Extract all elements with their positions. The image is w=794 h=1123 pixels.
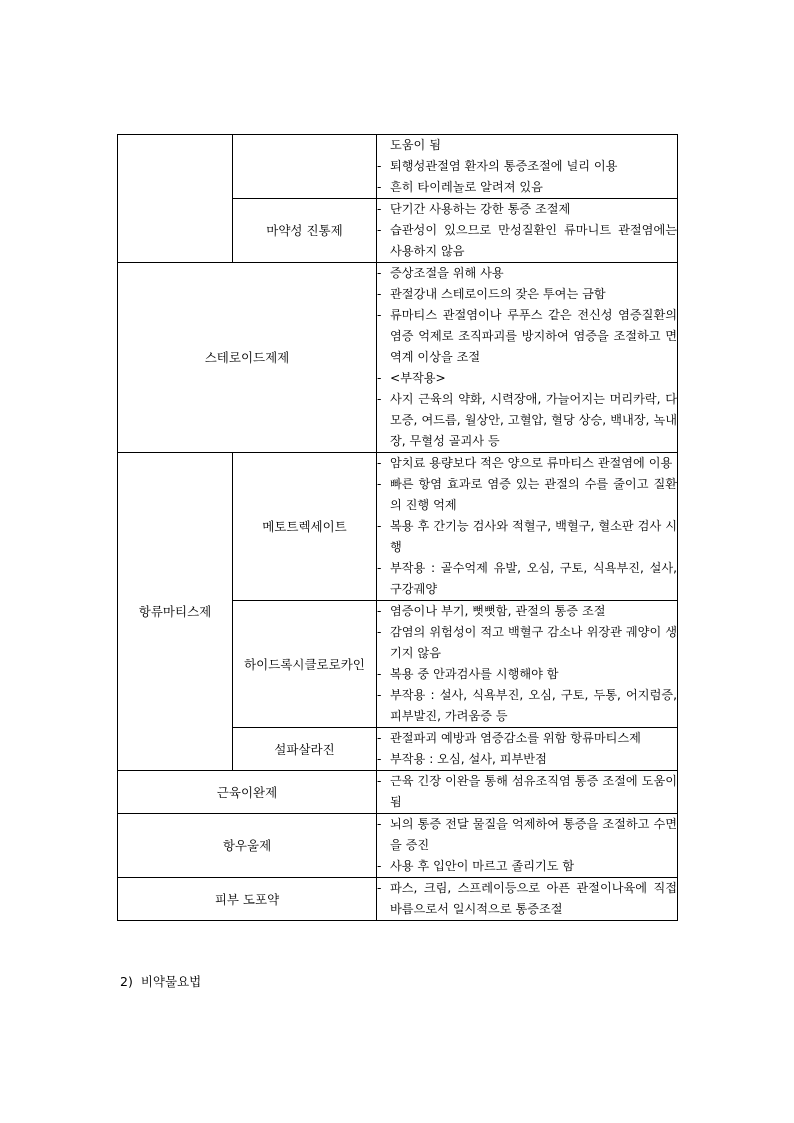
description-cell	[377, 878, 678, 921]
drug-name-cell: 설파살라진	[233, 728, 377, 771]
list-item: - 뇌의 통증 전달 물질을 억제하여 통증을 조절하고 수면을 증진	[377, 817, 677, 852]
table-row	[118, 135, 678, 199]
category-cell: 피부 도포약	[118, 878, 377, 921]
empty-drug-cell	[233, 135, 377, 199]
table-row	[118, 771, 678, 814]
list-item: - 근육 긴장 이완을 통해 섬유조직염 통증 조절에 도움이 됨	[377, 774, 677, 809]
description-cell	[377, 135, 678, 199]
list-item: - 부작용 : 설사, 식욕부진, 오심, 구토, 두통, 어지럼증, 피부발진, 가려움증 등	[377, 688, 677, 723]
list-item: - 염증이나 부기, 뻣뻣함, 관절의 통증 조절	[377, 604, 606, 618]
description-cell	[377, 814, 678, 878]
list-item: - 관절파괴 예방과 염증감소를 위함 항류마티스제	[377, 731, 641, 745]
list-item: - 관절강내 스테로이드의 잦은 투여는 금함	[377, 287, 606, 301]
list-item: - 단기간 사용하는 강한 통증 조절제	[377, 202, 571, 216]
description-cell	[377, 453, 678, 601]
section-heading	[120, 972, 201, 990]
category-cell: 항우울제	[118, 814, 377, 878]
list-item: - 부작용 : 골수억제 유발, 오심, 구토, 식욕부진, 설사, 구강궤양	[377, 561, 677, 596]
description-cell	[377, 728, 678, 771]
table-row	[118, 814, 678, 878]
category-cell: 스테로이드제제	[118, 263, 377, 453]
drug-name-cell: 마약성 진통제	[233, 199, 377, 263]
list-item: - 파스, 크림, 스프레이등으로 아픈 관절이나육에 직접 바름으로서 일시적으로 통증조절	[377, 881, 677, 916]
list-item: - <부작용>	[377, 371, 446, 385]
description-cell	[377, 263, 678, 453]
category-cell: 근육이완제	[118, 771, 377, 814]
section-title: 비약물요법	[140, 974, 202, 989]
list-item: - 복용 중 안과검사를 시행해야 함	[377, 667, 559, 681]
table-row	[118, 453, 678, 601]
list-item: - 암치료 용량보다 적은 양으로 류마티스 관절염에 이용	[377, 456, 673, 470]
list-item: - 사용 후 입안이 마르고 졸리기도 함	[377, 859, 575, 873]
list-item: - 부작용 : 오심, 설사, 피부반점	[377, 752, 547, 766]
description-cell	[377, 601, 678, 728]
drug-name-cell: 하이드록시클로로카인	[233, 601, 377, 728]
drug-therapy-table	[117, 134, 678, 921]
list-item: - 류마티스 관절염이나 루푸스 같은 전신성 염증질환의 염증 억제로 조직파괴를 방지하여 염증을 조절하고 면역계 이상을 조절	[377, 308, 677, 364]
table-row	[118, 878, 678, 921]
section-number: 2)	[120, 974, 133, 989]
list-item: - 습관성이 있으므로 만성질환인 류마니트 관절염에는 사용하지 않음	[377, 223, 677, 258]
list-item: - 퇴행성관절염 환자의 통증조절에 널리 이용	[377, 159, 618, 173]
list-item: - 흔히 타이레놀로 알려져 있음	[377, 180, 543, 194]
table-row	[118, 263, 678, 453]
category-cell: 항류마티스제	[118, 453, 233, 771]
list-item: - 복용 후 간기능 검사와 적혈구, 백혈구, 혈소판 검사 시행	[377, 519, 677, 554]
list-item: 도움이 됨	[390, 138, 441, 152]
list-item: - 사지 근육의 약화, 시력장애, 가늘어지는 머리카락, 다모증, 여드름, 월상안, 고혈압, 혈당 상승, 백내장, 녹내장, 무혈성 골괴사 등	[377, 392, 677, 448]
list-item: - 증상조절을 위해 사용	[377, 266, 504, 280]
list-item: - 감염의 위험성이 적고 백혈구 감소나 위장관 궤양이 생기지 않음	[377, 625, 677, 660]
empty-category-cell	[118, 135, 233, 263]
list-item: - 빠른 항염 효과로 염증 있는 관절의 수를 줄이고 질환의 진행 억제	[377, 477, 677, 512]
description-cell	[377, 199, 678, 263]
description-cell	[377, 771, 678, 814]
drug-name-cell: 메토트렉세이트	[233, 453, 377, 601]
